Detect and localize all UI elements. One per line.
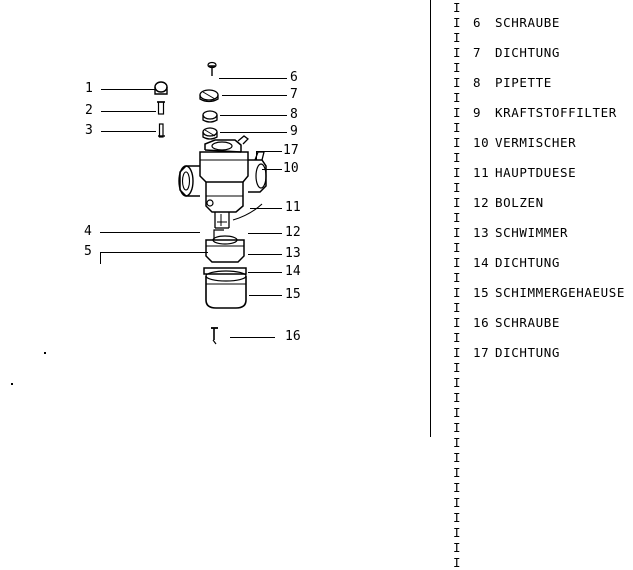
bar-glyph: I [453, 375, 461, 390]
list-item-name: VERMISCHER [495, 135, 577, 150]
callout-5: 5 [84, 244, 92, 259]
list-bar-row [431, 510, 633, 525]
list-bar-row [431, 495, 633, 510]
callout-8: 8 [290, 107, 298, 122]
list-bar-row [431, 465, 633, 480]
list-bar-row [431, 150, 633, 165]
leader-line-4 [100, 232, 200, 233]
list-item-label [473, 165, 576, 180]
bar-glyph: I [453, 0, 461, 15]
list-item-name: DICHTUNG [495, 45, 561, 60]
bar-glyph: I [453, 75, 461, 90]
bar-glyph: I [453, 270, 461, 285]
list-bar-row [431, 90, 633, 105]
list-item-label [473, 75, 552, 90]
list-item[interactable] [431, 75, 633, 90]
list-item[interactable] [431, 165, 633, 180]
bar-glyph: I [453, 540, 461, 555]
callout-17: 17 [283, 143, 299, 158]
bar-glyph: I [453, 120, 461, 135]
list-item-name: SCHWIMMER [495, 225, 569, 240]
list-item-name: KRAFTSTOFFILTER [495, 105, 617, 120]
callout-11: 11 [285, 200, 301, 215]
callout-1: 1 [85, 81, 93, 96]
bar-glyph: I [453, 495, 461, 510]
leader-line-9 [220, 132, 287, 133]
leader-line-10 [262, 169, 282, 170]
callout-10: 10 [283, 161, 299, 176]
bar-glyph: I [453, 345, 461, 360]
bar-glyph: I [453, 165, 461, 180]
list-item-label [473, 135, 576, 150]
leader-line-13 [248, 254, 282, 255]
list-item-number: 6 [473, 15, 482, 30]
callout-4: 4 [84, 224, 92, 239]
callout-6: 6 [290, 70, 298, 85]
callout-15: 15 [285, 287, 301, 302]
list-item[interactable] [431, 15, 633, 30]
list-item-name: DICHTUNG [495, 345, 561, 360]
leader-line-1 [101, 89, 156, 90]
bar-glyph: I [453, 135, 461, 150]
leader-line-8 [220, 115, 287, 116]
list-bar-row [431, 525, 633, 540]
bar-glyph: I [453, 360, 461, 375]
list-item-name: SCHIMMERGEHAEUSE [495, 285, 626, 300]
callout-9: 9 [290, 124, 298, 139]
list-bar-row [431, 0, 633, 15]
bar-glyph: I [453, 510, 461, 525]
bar-glyph: I [453, 15, 461, 30]
list-item-number: 8 [473, 75, 482, 90]
list-bar-row [431, 375, 633, 390]
list-item-name: HAUPTDUESE [495, 165, 577, 180]
list-bar-row [431, 240, 633, 255]
callout-16: 16 [285, 329, 301, 344]
bar-glyph: I [453, 315, 461, 330]
leader-line-2 [101, 111, 156, 112]
list-item-label [473, 195, 544, 210]
list-item-label [473, 225, 568, 240]
list-bar-row [431, 450, 633, 465]
parts-list-rows [431, 0, 633, 570]
list-item-number: 17 [473, 345, 490, 360]
callout-2: 2 [85, 103, 93, 118]
bar-glyph: I [453, 405, 461, 420]
bar-glyph: I [453, 300, 461, 315]
bar-glyph: I [453, 285, 461, 300]
list-item[interactable] [431, 135, 633, 150]
list-item-label [473, 105, 617, 120]
bar-glyph: I [453, 465, 461, 480]
bar-glyph: I [453, 525, 461, 540]
list-bar-row [431, 30, 633, 45]
list-bar-row [431, 480, 633, 495]
leader-tick-17 [256, 151, 257, 160]
list-item-label [473, 345, 560, 360]
leader-line-11 [250, 208, 282, 209]
list-bar-row [431, 120, 633, 135]
list-item-number: 7 [473, 45, 482, 60]
list-item-label [473, 15, 560, 30]
leader-line-17 [256, 151, 282, 152]
bar-glyph: I [453, 150, 461, 165]
list-bar-row [431, 540, 633, 555]
scan-speck [11, 383, 13, 385]
callout-13: 13 [285, 246, 301, 261]
leader-line-16 [230, 337, 275, 338]
list-item[interactable] [431, 225, 633, 240]
list-item-name: PIPETTE [495, 75, 552, 90]
bar-glyph: I [453, 60, 461, 75]
bar-glyph: I [453, 105, 461, 120]
list-item-label [473, 315, 560, 330]
bar-glyph: I [453, 450, 461, 465]
list-item-number: 10 [473, 135, 490, 150]
list-bar-row [431, 405, 633, 420]
list-bar-row [431, 330, 633, 345]
bar-glyph: I [453, 255, 461, 270]
list-bar-row [431, 435, 633, 450]
list-item[interactable] [431, 285, 633, 300]
list-item-number: 15 [473, 285, 490, 300]
list-item-number: 12 [473, 195, 490, 210]
bar-glyph: I [453, 435, 461, 450]
list-item-number: 16 [473, 315, 490, 330]
list-bar-row [431, 210, 633, 225]
leader-line-6 [219, 78, 287, 79]
leader-line-12 [248, 233, 282, 234]
list-item-number: 9 [473, 105, 482, 120]
bar-glyph: I [453, 45, 461, 60]
bar-glyph: I [453, 90, 461, 105]
scan-speck [44, 352, 46, 354]
list-bar-row [431, 360, 633, 375]
list-item-name: DICHTUNG [495, 255, 561, 270]
list-item-label [473, 285, 625, 300]
list-item[interactable] [431, 255, 633, 270]
list-bar-row [431, 300, 633, 315]
list-item-number: 11 [473, 165, 490, 180]
list-bar-row [431, 555, 633, 570]
list-item-name: SCHRAUBE [495, 15, 561, 30]
leader-line-3 [101, 131, 156, 132]
list-item-name: SCHRAUBE [495, 315, 561, 330]
list-bar-row [431, 390, 633, 405]
callout-14: 14 [285, 264, 301, 279]
callout-7: 7 [290, 87, 298, 102]
bar-glyph: I [453, 195, 461, 210]
list-item-label [473, 255, 560, 270]
callout-12: 12 [285, 225, 301, 240]
bar-glyph: I [453, 555, 461, 570]
bar-glyph: I [453, 330, 461, 345]
list-item[interactable] [431, 45, 633, 60]
bar-glyph: I [453, 240, 461, 255]
list-item-number: 14 [473, 255, 490, 270]
list-item[interactable] [431, 105, 633, 120]
list-item[interactable] [431, 315, 633, 330]
bar-glyph: I [453, 210, 461, 225]
leader-line-15 [249, 295, 282, 296]
list-item-number: 13 [473, 225, 490, 240]
list-item-label [473, 45, 560, 60]
bar-glyph: I [453, 30, 461, 45]
list-bar-row [431, 420, 633, 435]
leader-tick-5 [100, 252, 101, 264]
callout-3: 3 [85, 123, 93, 138]
bar-glyph: I [453, 480, 461, 495]
list-bar-row [431, 270, 633, 285]
parts-list [431, 0, 633, 570]
bar-glyph: I [453, 225, 461, 240]
bar-glyph: I [453, 180, 461, 195]
leader-line-7 [222, 95, 287, 96]
leader-line-14 [248, 272, 282, 273]
list-item[interactable] [431, 195, 633, 210]
list-bar-row [431, 180, 633, 195]
leader-line-5 [100, 252, 208, 253]
list-bar-row [431, 60, 633, 75]
list-item[interactable] [431, 345, 633, 360]
list-item-name: BOLZEN [495, 195, 544, 210]
bar-glyph: I [453, 390, 461, 405]
bar-glyph: I [453, 420, 461, 435]
